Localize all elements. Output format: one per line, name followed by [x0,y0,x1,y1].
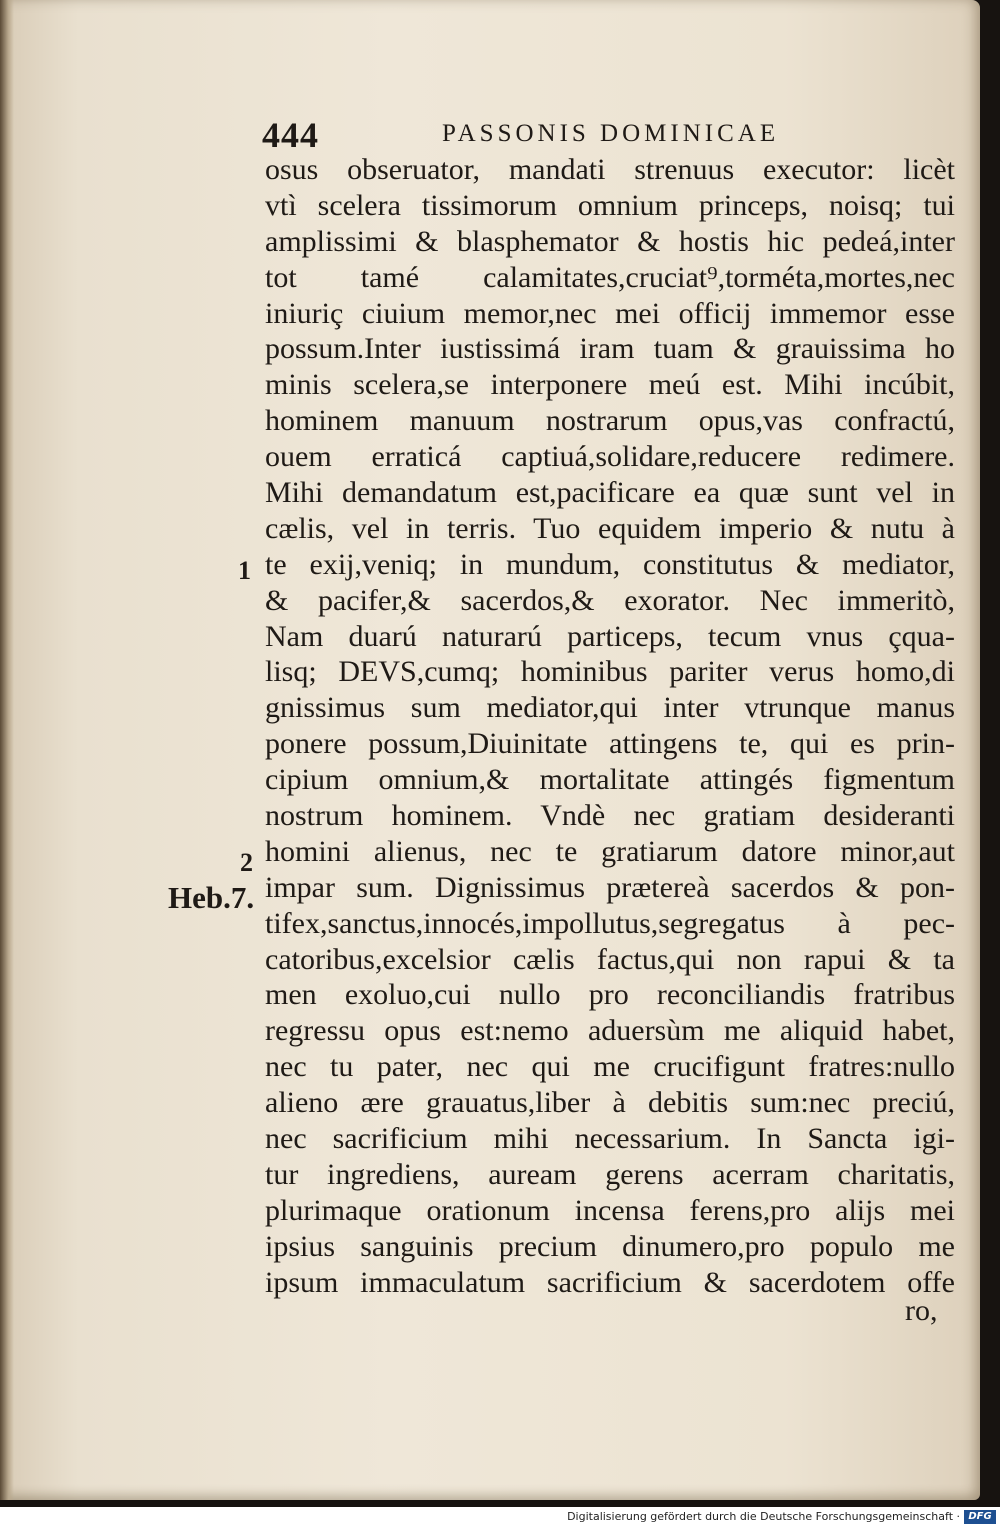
text-line: cælis, vel in terris. Tuo equidem imperio & nutu à [265,511,955,545]
text-line: regressu opus est:nemo aduersùm me aliquid habet, [265,1014,955,1048]
text-line: iniuriç ciuium memor,nec mei officij immemor esse [265,296,955,330]
text-line: Mihi demandatum est,pacificare ea quæ sunt vel in [265,476,955,510]
text-line: amplissimi & blasphemator & hostis hic pedeá,inter [265,224,955,258]
text-line: tifex,sanctus,innocés,impollutus,segregatus à pec- [265,906,955,940]
margin-reference: Heb.7. [168,880,255,915]
text-line: nec sacrificium mihi necessarium. In Sancta igi- [265,1122,955,1156]
text-line: homini alienus, nec te gratiarum datore minor,aut [265,834,955,868]
text-line: tur ingrediens, auream gerens acerram charitatis, [265,1157,955,1191]
text-line: ponere possum,Diuinitate attingens te, qui es prin- [265,727,955,761]
catchword: ro, [905,1294,938,1327]
running-title: PASSONIS DOMINICAE [442,120,780,147]
footer-credit: Digitalisierung gefördert durch die Deutsche Forschungsgemeinschaft · [567,1510,960,1523]
page-number: 444 [262,115,319,155]
text-line: hominem manuum nostrarum opus,vas confractú, [265,404,955,438]
text-line: ouem erraticá captiuá,solidare,reducere redimere. [265,440,955,474]
footer-bar [0,1507,1000,1528]
running-head [262,114,952,154]
text-line: & pacifer,& sacerdos,& exorator. Nec immeritò, [265,583,955,617]
margin-mark-1: 1 [238,556,251,585]
text-line: impar sum. Dignissimus prætereà sacerdos & pon- [265,870,955,904]
text-line: men exoluo,cui nullo pro reconciliandis fratribus [265,978,955,1012]
text-line: tot tamé calamitates,cruciat⁹,torméta,mortes,nec [265,260,955,294]
text-line: plurimaque orationum incensa ferens,pro alijs mei [265,1193,955,1227]
text-line: nostrum hominem. Vndè nec gratiam desideranti [265,799,955,833]
binding-edge [0,0,14,1500]
text-line: gnissimus sum mediator,qui inter vtrunque manus [265,691,955,725]
text-line: vtì scelera tissimorum omnium princeps, noisq; tui [265,188,955,222]
text-line: ipsius sanguinis precium dinumero,pro populo me [265,1229,955,1263]
text-line: alieno ære grauatus,liber à debitis sum:nec preciú, [265,1086,955,1120]
text-line: nec tu pater, nec qui me crucifigunt fratres:nullo [265,1050,955,1084]
text-line: possum.Inter iustissimá iram tuam & grauissima ho [265,332,955,366]
margin-mark-2: 2 [240,848,253,877]
text-line: te exij,veniq; in mundum, constitutus & mediator, [265,547,955,581]
text-line: ipsum immaculatum sacrificium & sacerdotem offe [265,1265,955,1299]
text-line: lisq; DEVS,cumq; hominibus pariter verus homo,di [265,655,955,689]
text-line: cipium omnium,& mortalitate attingés figmentum [265,763,955,797]
body-text [265,152,955,1301]
text-line: Nam duarú naturarú particeps, tecum vnus çqua- [265,619,955,653]
text-line: minis scelera,se interponere meú est. Mihi incúbit, [265,368,955,402]
dfg-logo-icon: DFG [964,1510,996,1524]
text-line: osus obseruator, mandati strenuus executor: licèt [265,153,955,186]
text-line: catoribus,excelsior cælis factus,qui non rapui & ta [265,942,955,976]
